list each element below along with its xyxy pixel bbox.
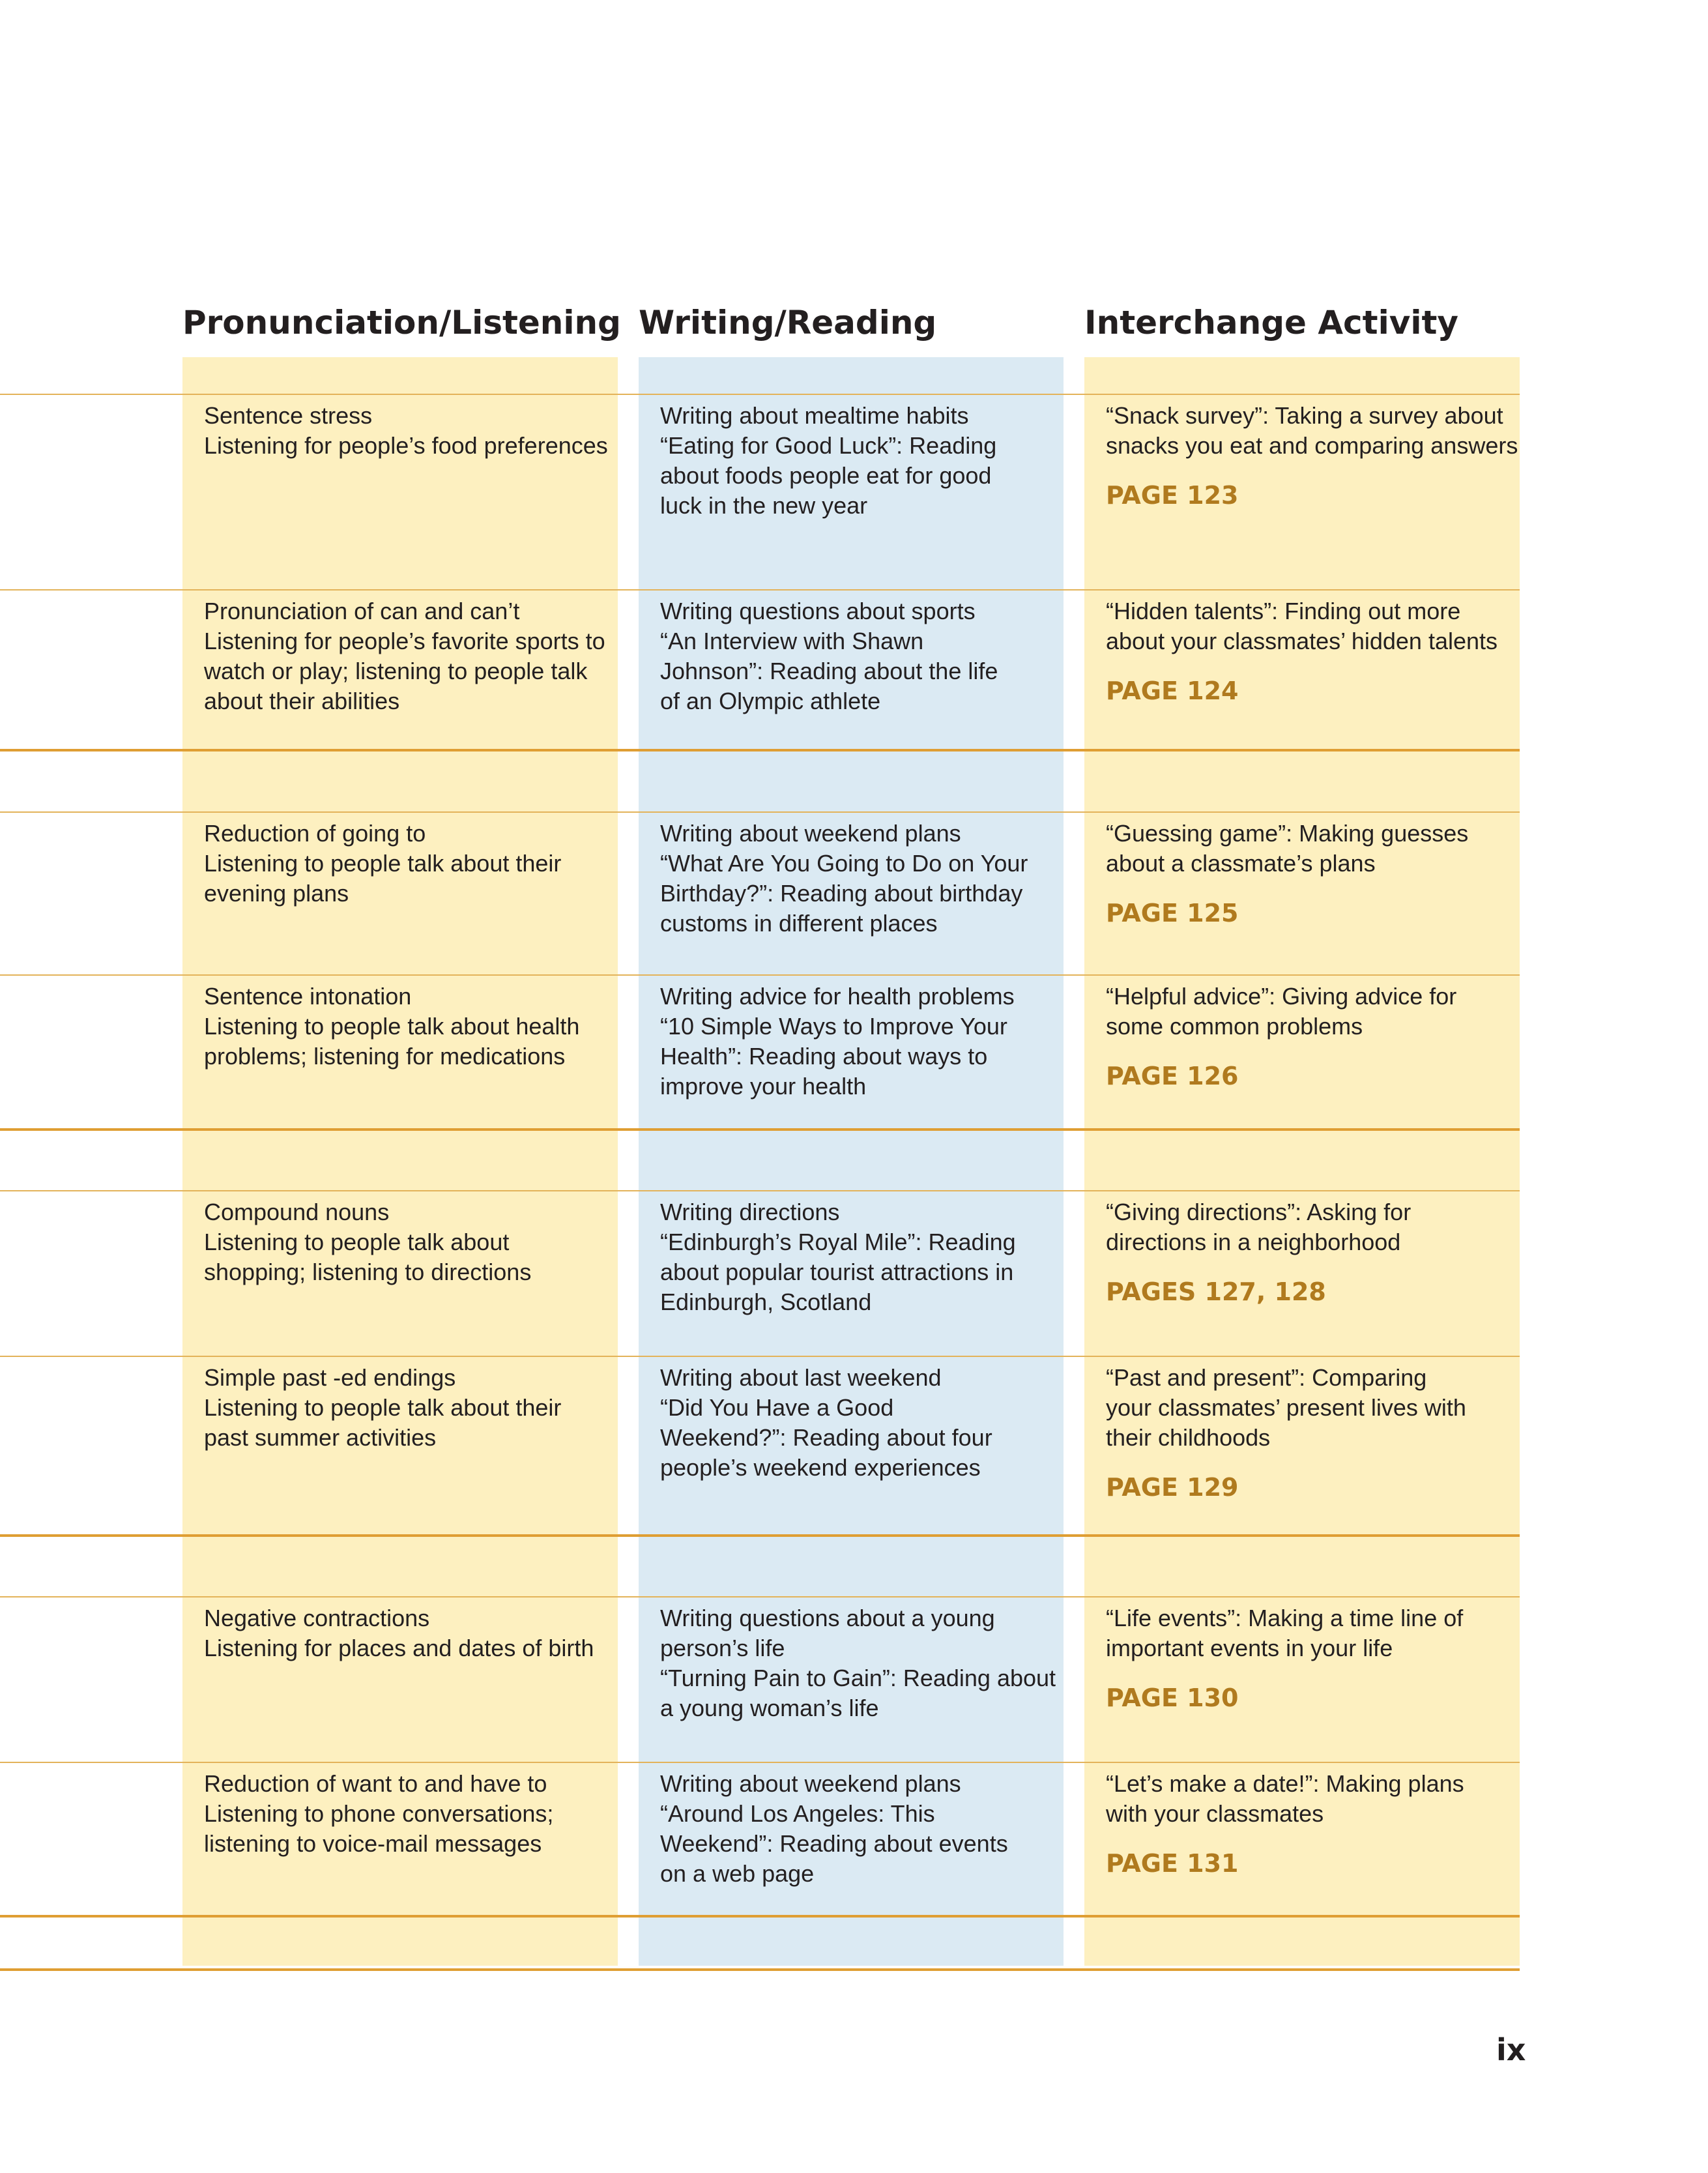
interchange-cell: [1106, 1603, 1463, 1713]
cell-line: Writing about weekend plans: [660, 820, 961, 847]
table-bottom-rule: [0, 1968, 1520, 1971]
cell-line: “Hidden talents”: Finding out more: [1106, 598, 1461, 624]
row-divider: [0, 394, 1520, 395]
cell-line: “10 Simple Ways to Improve Your: [660, 1013, 1007, 1040]
row-divider: [0, 974, 1520, 976]
unit-divider: [0, 1534, 1520, 1537]
cell-line: watch or play; listening to people talk: [204, 658, 588, 684]
cell-line: Weekend”: Reading about events: [660, 1830, 1008, 1857]
cell-line: Sentence intonation: [204, 983, 412, 1010]
cell-line: Writing about last weekend: [660, 1364, 942, 1391]
cell-line: Listening to phone conversations;: [204, 1800, 554, 1827]
cell-line: your classmates’ present lives with: [1106, 1394, 1466, 1421]
row-divider: [0, 589, 1520, 591]
cell-line: people’s weekend experiences: [660, 1454, 981, 1481]
cell-line: Weekend?”: Reading about four: [660, 1424, 992, 1451]
cell-line: of an Olympic athlete: [660, 688, 881, 714]
writing-cell: [660, 819, 1028, 939]
cell-line: Birthday?”: Reading about birthday: [660, 880, 1023, 907]
pronunciation-cell: [204, 596, 605, 716]
cell-line: Listening for people’s favorite sports to: [204, 628, 605, 654]
cell-line: some common problems: [1106, 1013, 1363, 1040]
cell-line: Listening to people talk about health: [204, 1013, 580, 1040]
pronunciation-cell: [204, 1363, 561, 1453]
page-reference: PAGE 129: [1106, 1473, 1239, 1502]
writing-cell: [660, 401, 996, 521]
page-number: ix: [1496, 2032, 1526, 2067]
cell-line: Simple past -ed endings: [204, 1364, 456, 1391]
cell-line: customs in different places: [660, 910, 938, 937]
cell-line: “Around Los Angeles: This: [660, 1800, 935, 1827]
writing-cell: [660, 982, 1015, 1101]
cell-line: “Edinburgh’s Royal Mile”: Reading: [660, 1229, 1016, 1255]
cell-line: Johnson”: Reading about the life: [660, 658, 998, 684]
page-reference: PAGE 130: [1106, 1684, 1239, 1712]
cell-line: “Eating for Good Luck”: Reading: [660, 432, 997, 459]
cell-line: Writing about mealtime habits: [660, 402, 969, 429]
row-divider: [0, 1762, 1520, 1763]
cell-line: about foods people eat for good: [660, 462, 992, 489]
cell-line: Writing directions: [660, 1199, 840, 1225]
writing-cell: [660, 1363, 992, 1483]
page-reference: PAGE 123: [1106, 481, 1239, 510]
cell-line: evening plans: [204, 880, 349, 907]
cell-line: “Let’s make a date!”: Making plans: [1106, 1770, 1464, 1797]
page-reference: PAGE 131: [1106, 1849, 1239, 1878]
cell-line: about a classmate’s plans: [1106, 850, 1376, 877]
cell-line: Listening to people talk about their: [204, 850, 562, 877]
cell-line: “Guessing game”: Making guesses: [1106, 820, 1469, 847]
interchange-cell: [1106, 1197, 1411, 1307]
cell-line: “Did You Have a Good: [660, 1394, 894, 1421]
cell-line: problems; listening for medications: [204, 1043, 566, 1070]
unit-divider: [0, 1915, 1520, 1918]
cell-line: “Helpful advice”: Giving advice for: [1106, 983, 1457, 1010]
cell-line: “Turning Pain to Gain”: Reading about: [660, 1665, 1056, 1691]
page-reference: PAGE 125: [1106, 899, 1239, 927]
cell-line: Writing questions about a young: [660, 1605, 995, 1631]
row-divider: [0, 1356, 1520, 1357]
cell-line: Listening for places and dates of birth: [204, 1635, 594, 1661]
cell-line: Reduction of going to: [204, 820, 426, 847]
cell-line: past summer activities: [204, 1424, 437, 1451]
cell-line: “Giving directions”: Asking for: [1106, 1199, 1411, 1225]
cell-line: “Past and present”: Comparing: [1106, 1364, 1427, 1391]
row-divider: [0, 811, 1520, 813]
interchange-cell: [1106, 1363, 1466, 1502]
cell-line: Listening for people’s food preferences: [204, 432, 608, 459]
pronunciation-cell: [204, 819, 561, 909]
cell-line: listening to voice-mail messages: [204, 1830, 542, 1857]
cell-line: about your classmates’ hidden talents: [1106, 628, 1498, 654]
cell-line: Compound nouns: [204, 1199, 390, 1225]
cell-line: with your classmates: [1106, 1800, 1324, 1827]
cell-line: Health”: Reading about ways to: [660, 1043, 988, 1070]
pronunciation-cell: [204, 1603, 594, 1663]
unit-divider: [0, 749, 1520, 751]
pronunciation-cell: [204, 982, 579, 1072]
interchange-cell: [1106, 1769, 1464, 1878]
interchange-cell: [1106, 401, 1518, 510]
unit-divider: [0, 1128, 1520, 1131]
cell-line: Pronunciation of can and can’t: [204, 598, 520, 624]
writing-cell: [660, 1197, 1016, 1317]
cell-line: person’s life: [660, 1635, 785, 1661]
cell-line: important events in your life: [1106, 1635, 1393, 1661]
cell-line: Negative contractions: [204, 1605, 430, 1631]
page-reference: PAGES 127, 128: [1106, 1277, 1326, 1306]
cell-line: their childhoods: [1106, 1424, 1271, 1451]
interchange-activity-header: Interchange Activity: [1084, 304, 1458, 342]
cell-line: Listening to people talk about their: [204, 1394, 562, 1421]
cell-line: directions in a neighborhood: [1106, 1229, 1401, 1255]
cell-line: Edinburgh, Scotland: [660, 1289, 872, 1315]
cell-line: Writing about weekend plans: [660, 1770, 961, 1797]
writing-reading-header: Writing/Reading: [639, 304, 937, 342]
cell-line: luck in the new year: [660, 492, 868, 519]
cell-line: “What Are You Going to Do on Your: [660, 850, 1028, 877]
cell-line: “Snack survey”: Taking a survey about: [1106, 402, 1503, 429]
interchange-cell: [1106, 982, 1456, 1091]
writing-cell: [660, 596, 998, 716]
cell-line: shopping; listening to directions: [204, 1259, 532, 1285]
writing-cell: [660, 1603, 1056, 1723]
row-divider: [0, 1596, 1520, 1597]
cell-line: “An Interview with Shawn: [660, 628, 924, 654]
pronunciation-cell: [204, 401, 608, 461]
cell-line: on a web page: [660, 1860, 815, 1887]
cell-line: a young woman’s life: [660, 1695, 879, 1721]
cell-line: snacks you eat and comparing answers: [1106, 432, 1518, 459]
pronunciation-cell: [204, 1197, 531, 1287]
cell-line: improve your health: [660, 1073, 867, 1100]
cell-line: about their abilities: [204, 688, 400, 714]
page-reference: PAGE 126: [1106, 1062, 1239, 1090]
interchange-cell: [1106, 596, 1498, 706]
pronunciation-cell: [204, 1769, 553, 1859]
cell-line: Listening to people talk about: [204, 1229, 510, 1255]
cell-line: Reduction of want to and have to: [204, 1770, 547, 1797]
cell-line: about popular tourist attractions in: [660, 1259, 1014, 1285]
writing-cell: [660, 1769, 1008, 1889]
cell-line: Sentence stress: [204, 402, 373, 429]
interchange-cell: [1106, 819, 1468, 928]
cell-line: Writing questions about sports: [660, 598, 976, 624]
row-divider: [0, 1190, 1520, 1191]
pronunciation-listening-header: Pronunciation/Listening: [182, 304, 621, 342]
cell-line: “Life events”: Making a time line of: [1106, 1605, 1464, 1631]
page-reference: PAGE 124: [1106, 677, 1239, 705]
cell-line: Writing advice for health problems: [660, 983, 1015, 1010]
